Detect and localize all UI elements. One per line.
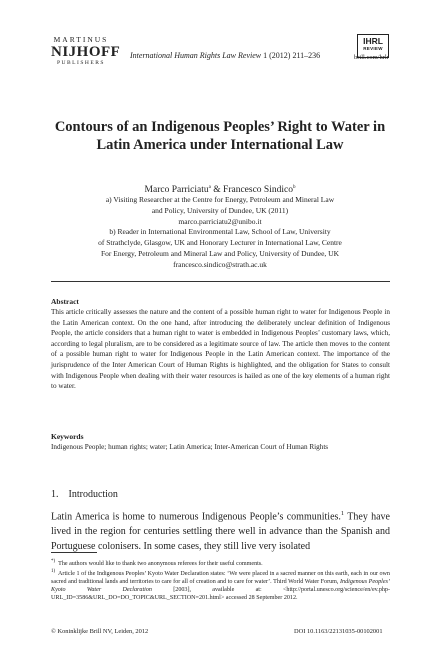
body-paragraph xyxy=(51,506,390,554)
footnote-star-text: The authors would like to thank two anonymous referees for their useful comments. xyxy=(58,561,263,568)
body-text-1: Latin America is home to numerous Indigenous People’s communities. xyxy=(51,511,341,523)
body-text-2: They have lived in the region for centuries settling there well in advance than the Spanish and Portuguese colonisers. In some cases, they still live very isolated xyxy=(51,511,390,553)
affiliation-a: a) Visiting Researcher at the Centre for Energy, Petroleum and Mineral Law and Policy, University of Dundee, UK (2011) marco.parriciatu2@unibo.it xyxy=(105,195,335,226)
section-number: 1. xyxy=(51,489,59,500)
author-2-mark: b xyxy=(292,185,296,190)
footnote-rule xyxy=(51,552,97,553)
publisher-line1: MARTINUS xyxy=(53,35,109,44)
badge-line1: IHRL xyxy=(363,36,383,46)
footnote-ref-1[interactable]: 1 xyxy=(340,510,345,517)
badge-line2: REVIEW xyxy=(363,45,383,51)
article-title: Contours of an Indigenous Peoples’ Right to Water in Latin America under International Law xyxy=(54,119,386,153)
footnote-star-mark: *) xyxy=(51,559,56,564)
author-1: Marco Parriciatu xyxy=(144,185,209,196)
author-2: Francesco Sindico xyxy=(223,185,293,196)
keywords-heading: Keywords xyxy=(51,432,84,441)
footnote-star xyxy=(51,558,390,568)
publisher-line3: PUBLISHERS xyxy=(56,59,105,66)
footnote-1-text-a: Article 1 of the Indigenous Peoples’ Kyoto Water Declaration states: ‘We were placed in a sacred manner on this earth, each in our own sacred and traditional lands and territories to care for all of creation and to care for water’. Third World Water Forum, xyxy=(51,571,390,586)
footnotes xyxy=(51,558,390,603)
journal-site: brill.com/hrlr xyxy=(354,54,389,61)
keywords-text: Indigenous People; human rights; water; Latin America; Inter-American Court of Human Rights xyxy=(51,443,329,451)
abstract-text: This article critically assesses the nature and the content of a possible human right to water for Indigenous People in the Latin American context. On the one hand, after introducing the deliberately unclear definition of Indigenous People, the article considers that a human right to water is embedded in Indigenous Peoples’ customary laws, which, according to legal pluralism, are to be considered as a legitimate source of law. The article then moves to the content of a possible human right to water for Indigenous People in the Latin American context. The importance of the jurisprudence of the Inter American Court of Human Rights is highlighted, and the obligation for States to consult with Indigenous People when dealing with their water resources is hailed as one of the key elements of a human right to water. xyxy=(51,308,390,391)
abstract-heading: Abstract xyxy=(51,297,79,306)
affiliation-b: b) Reader in International Environmental Law, School of Law, University of Strathclyde, Glasgow, UK and Honorary Lecturer in International Law, Centre For Energy, Petroleum and Mineral Law and Policy, University of Dundee, UK francesco.sindico@strath.ac.uk xyxy=(98,227,342,269)
footnote-1-mark: 1) xyxy=(51,569,56,575)
affiliations xyxy=(40,195,400,271)
publisher-logo xyxy=(51,35,121,66)
author-1-mark: a xyxy=(208,185,211,190)
section-title: Introduction xyxy=(68,489,118,500)
footnote-1-text-b[interactable]: [2003], available at: <http://portal.unesco.org/science/en/ev.php-URL_ID=3586&URL_DO=DO_TOPIC&URL_SECTION=201.html> accessed 28 September 2012. xyxy=(51,587,390,602)
journal-volume-pages: 1 (2012) 211–236 xyxy=(261,51,321,60)
author-separator: & xyxy=(210,185,224,196)
divider xyxy=(51,281,390,282)
footer-doi[interactable]: DOI 10.1163/22131035-00102001 xyxy=(294,628,383,635)
journal-header xyxy=(130,51,320,60)
publisher-line2: NIJHOFF xyxy=(51,43,121,60)
footnote-1 xyxy=(51,568,390,602)
journal-name: International Human Rights Law Review xyxy=(130,51,262,60)
footnote-1-italic: Indigenous Peoples’ Kyoto Water Declaration xyxy=(51,579,390,594)
footer-copyright: © Koninklijke Brill NV, Leiden, 2012 xyxy=(51,628,149,635)
section-heading xyxy=(51,489,118,500)
